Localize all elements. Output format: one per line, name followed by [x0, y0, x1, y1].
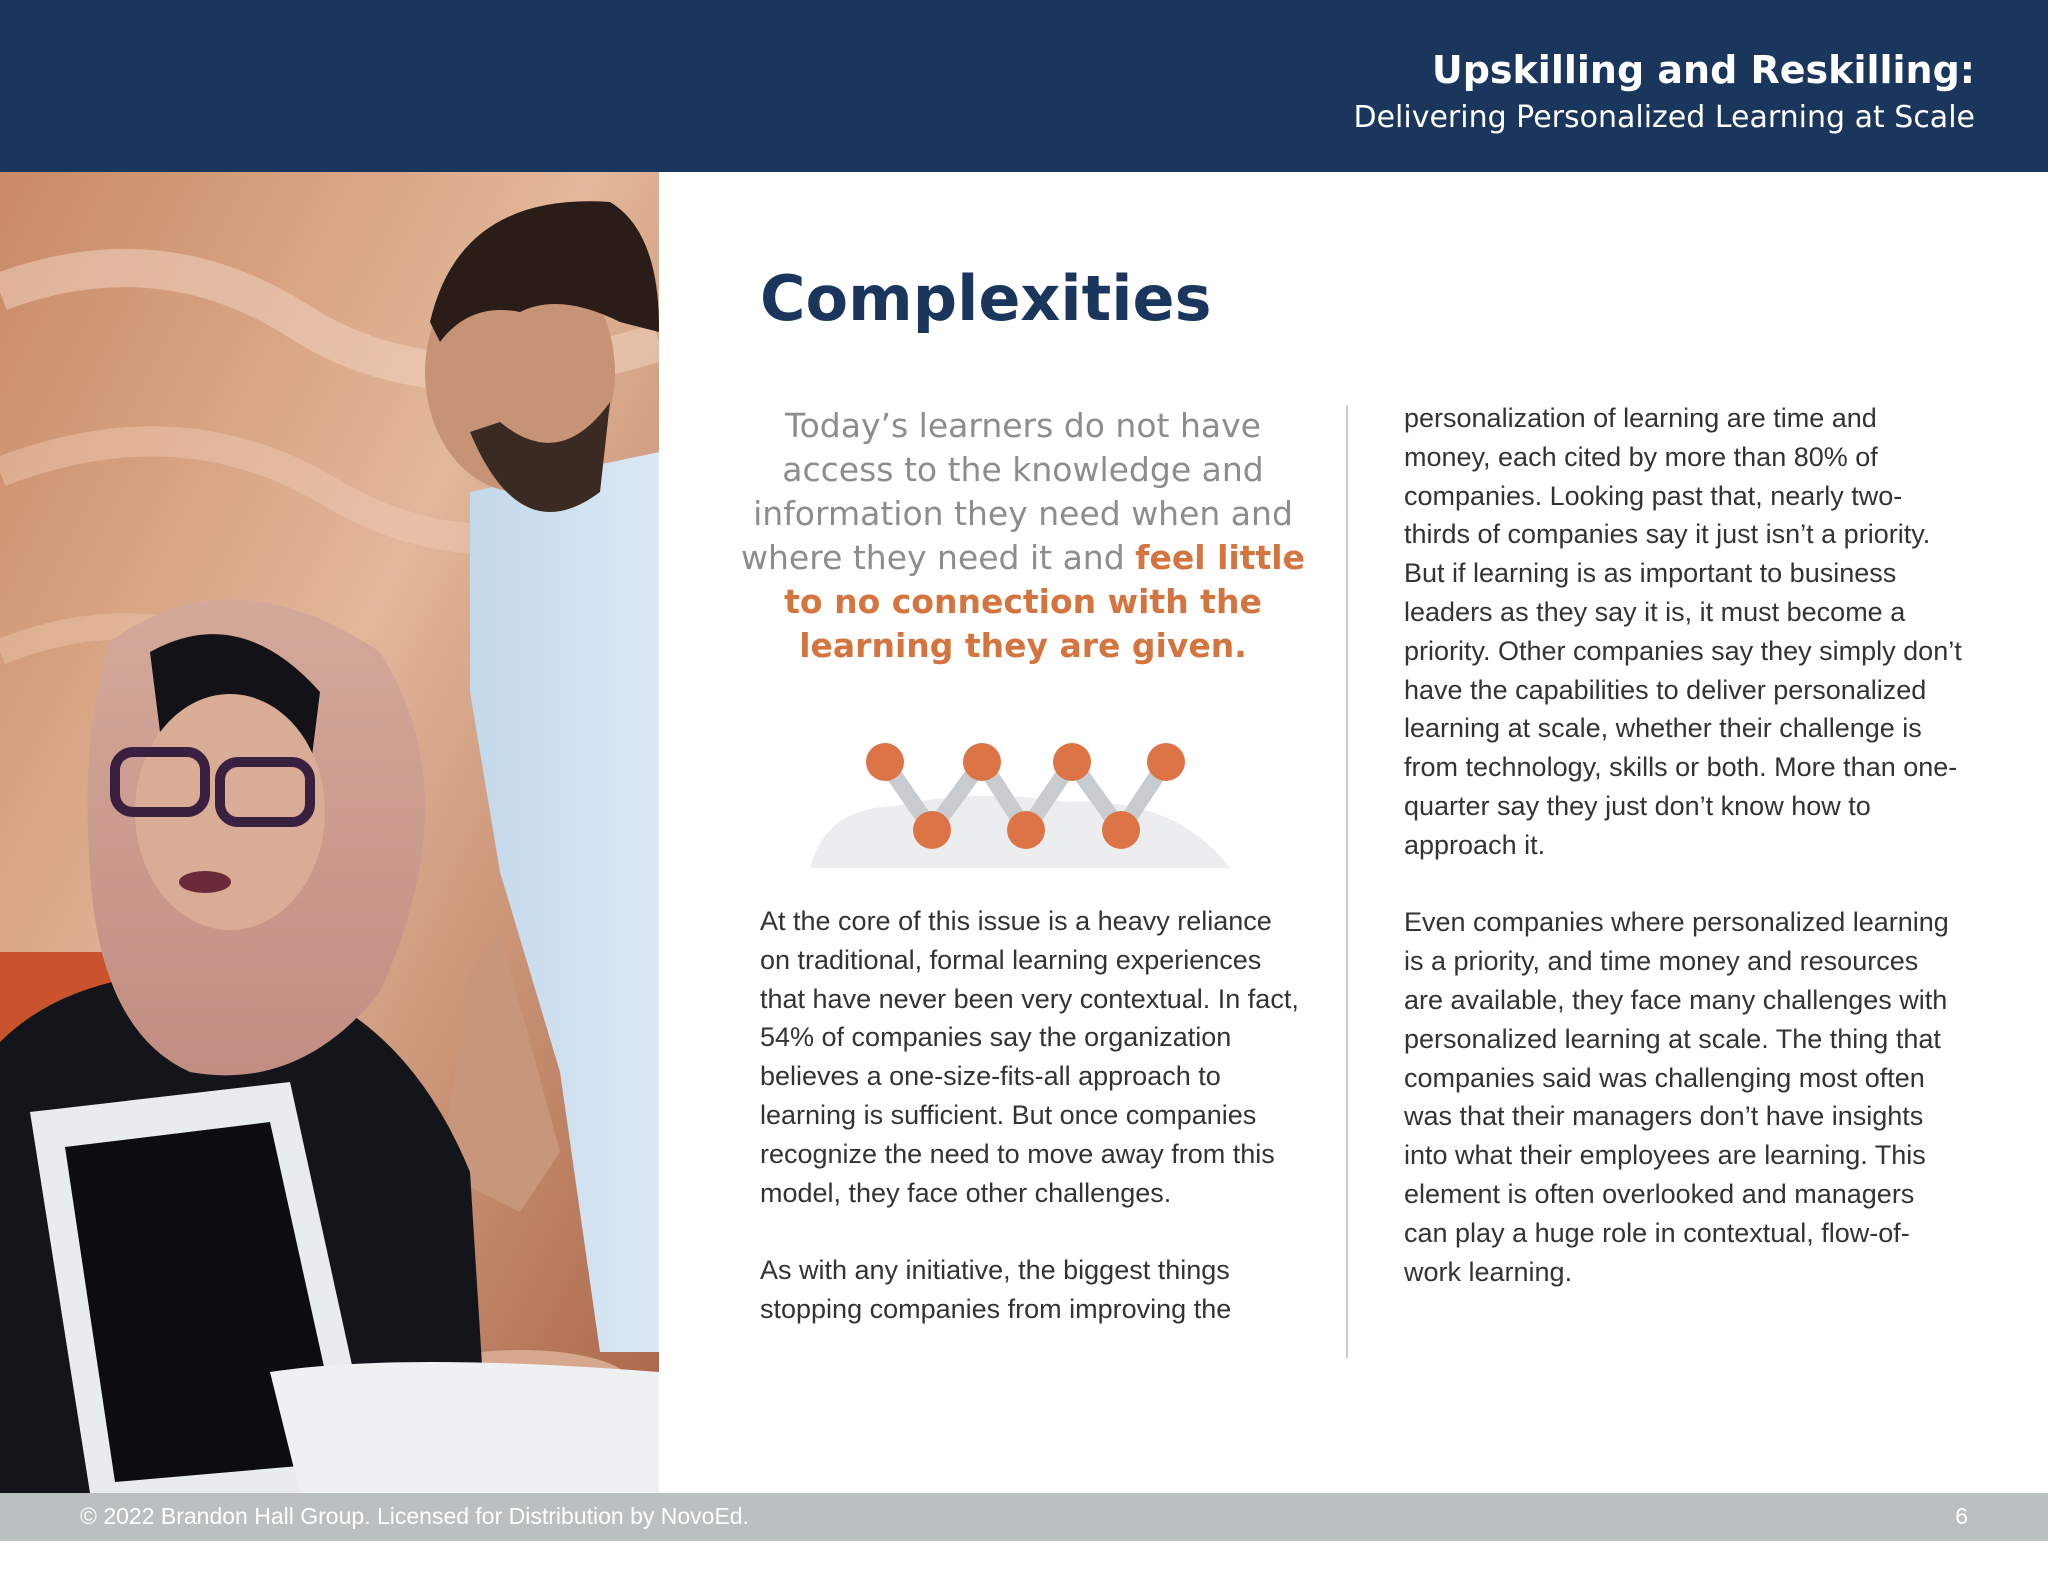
column-divider	[1346, 405, 1348, 1358]
paragraph: Even companies where personalized learning is a priority, and time money and resources are available, they face many challenges with personalized learning at scale. The thing that companies said was challenging most often was that their managers don’t have insights into what their employees are learning. This element is often overlooked and managers can play a huge role in contextual, flow-of-work learning.	[1404, 907, 1949, 1287]
copyright-notice: © 2022 Brandon Hall Group. Licensed for Distribution by NovoEd.	[80, 1503, 749, 1529]
paragraph: As with any initiative, the biggest things stopping companies from improving the	[760, 1255, 1232, 1324]
report-title: Upskilling and Reskilling:	[1431, 48, 1975, 92]
pull-quote	[740, 404, 1306, 668]
right-column	[1404, 399, 1964, 1291]
report-subtitle: Delivering Personalized Learning at Scale	[1353, 100, 1975, 135]
hero-photo	[0, 172, 659, 1493]
page-header	[0, 0, 2048, 172]
pull-quote-emphasis: feel little to no connection with the learning they are given.	[784, 538, 1305, 665]
paragraph: personalization of learning are time and money, each cited by more than 80% of companies. Looking past that, nearly two-thirds of companies say it just isn’t a priority. But if learning is as important to business leaders as they say it is, it must become a priority. Other companies say they simply don’t have the capabilities to deliver personalized learning at scale, whether their challenge is from technology, skills or both. More than one-quarter say they just don’t know how to approach it.	[1404, 403, 1962, 860]
section-heading: Complexities	[760, 262, 1212, 335]
page-footer	[0, 1493, 2048, 1541]
paragraph: At the core of this issue is a heavy reliance on traditional, formal learning experiences that have never been very contextual. In fact, 54% of companies say the organization believes a one-size-fits-all approach to learning is sufficient. But once companies recognize the need to move away from this model, they face other challenges.	[760, 906, 1299, 1208]
left-column	[760, 902, 1305, 1329]
pull-quote-text: Today’s learners do not have access to the knowledge and information they need when and where they need it and	[741, 406, 1293, 577]
connected-dots-zigzag-icon	[805, 698, 1235, 873]
page-number: 6	[1955, 1503, 1968, 1529]
